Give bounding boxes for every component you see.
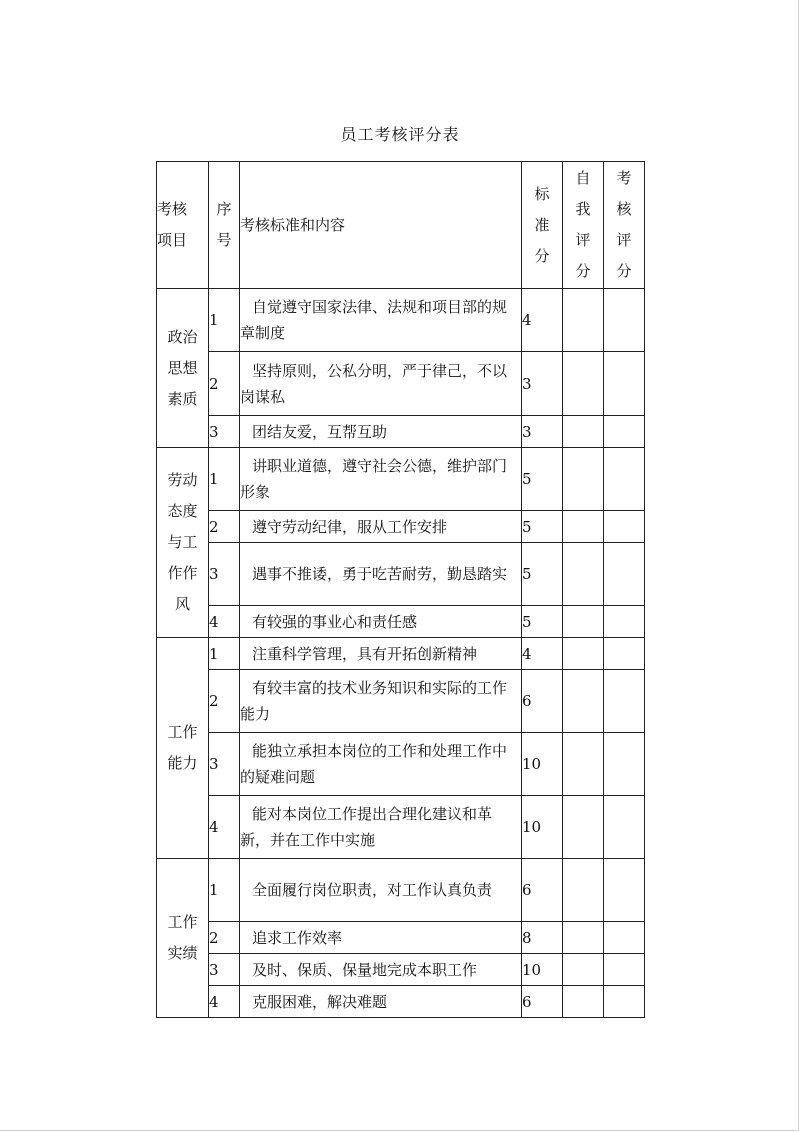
category-cell [157, 638, 209, 859]
standard-score-cell: 10 [522, 796, 563, 859]
self-score-cell[interactable] [563, 543, 604, 606]
table-row [157, 922, 645, 954]
table-row [157, 733, 645, 796]
criteria-cell: 团结友爱，互帮互助 [240, 416, 522, 448]
self-score-cell[interactable] [563, 733, 604, 796]
seq-cell: 2 [209, 670, 240, 733]
check-score-cell[interactable] [604, 796, 645, 859]
criteria-cell: 讲职业道德，遵守社会公德，维护部门形象 [240, 448, 522, 511]
standard-score-cell: 5 [522, 448, 563, 511]
table-row [157, 606, 645, 638]
standard-score-cell: 4 [522, 638, 563, 670]
criteria-cell: 自觉遵守国家法律、法规和项目部的规章制度 [240, 289, 522, 352]
check-score-cell[interactable] [604, 416, 645, 448]
check-score-cell[interactable] [604, 954, 645, 986]
category-label: 工作能力 [167, 723, 198, 772]
document-title: 员工考核评分表 [340, 125, 460, 144]
seq-cell: 4 [209, 986, 240, 1018]
seq-cell: 4 [209, 796, 240, 859]
table-row [157, 796, 645, 859]
table-row [157, 670, 645, 733]
self-score-cell[interactable] [563, 954, 604, 986]
seq-cell: 1 [209, 638, 240, 670]
criteria-cell: 遇事不推诿，勇于吃苦耐劳，勤恳踏实 [240, 543, 522, 606]
criteria-cell: 及时、保质、保量地完成本职工作 [240, 954, 522, 986]
self-score-cell[interactable] [563, 511, 604, 543]
table-row [157, 511, 645, 543]
table-row [157, 986, 645, 1018]
standard-score-cell: 10 [522, 954, 563, 986]
self-score-cell[interactable] [563, 416, 604, 448]
seq-cell: 2 [209, 922, 240, 954]
criteria-cell: 能独立承担本岗位的工作和处理工作中的疑难问题 [240, 733, 522, 796]
check-score-cell[interactable] [604, 986, 645, 1018]
category-label: 劳动态度与工作作风 [167, 471, 198, 613]
criteria-cell: 有较丰富的技术业务知识和实际的工作能力 [240, 670, 522, 733]
category-cell [157, 448, 209, 638]
table-row [157, 543, 645, 606]
standard-score-cell: 10 [522, 733, 563, 796]
header-seq [209, 162, 240, 289]
criteria-cell: 坚持原则，公私分明，严于律己，不以岗谋私 [240, 352, 522, 416]
check-score-cell[interactable] [604, 733, 645, 796]
standard-score-cell: 3 [522, 352, 563, 416]
standard-score-cell: 8 [522, 922, 563, 954]
seq-cell: 1 [209, 448, 240, 511]
check-score-cell[interactable] [604, 289, 645, 352]
seq-cell: 3 [209, 733, 240, 796]
table-row [157, 954, 645, 986]
criteria-cell: 注重科学管理，具有开拓创新精神 [240, 638, 522, 670]
check-score-cell[interactable] [604, 670, 645, 733]
check-score-cell[interactable] [604, 352, 645, 416]
standard-score-cell: 6 [522, 986, 563, 1018]
table-row [157, 416, 645, 448]
header-standard-label: 标准分 [534, 184, 550, 265]
standard-score-cell: 6 [522, 670, 563, 733]
criteria-cell: 克服困难，解决难题 [240, 986, 522, 1018]
header-self-label: 自我评分 [575, 169, 591, 280]
check-score-cell[interactable] [604, 511, 645, 543]
self-score-cell[interactable] [563, 796, 604, 859]
header-seq-label: 序号 [216, 200, 232, 249]
table-row [157, 289, 645, 352]
seq-cell: 4 [209, 606, 240, 638]
seq-cell: 1 [209, 289, 240, 352]
seq-cell: 2 [209, 511, 240, 543]
self-score-cell[interactable] [563, 859, 604, 922]
check-score-cell[interactable] [604, 606, 645, 638]
self-score-cell[interactable] [563, 922, 604, 954]
standard-score-cell: 3 [522, 416, 563, 448]
self-score-cell[interactable] [563, 289, 604, 352]
self-score-cell[interactable] [563, 638, 604, 670]
evaluation-table [156, 161, 645, 1018]
header-row [157, 162, 645, 289]
table-row [157, 448, 645, 511]
self-score-cell[interactable] [563, 448, 604, 511]
seq-cell: 1 [209, 859, 240, 922]
seq-cell: 3 [209, 543, 240, 606]
category-cell [157, 859, 209, 1018]
header-content: 考核标准和内容 [240, 162, 522, 289]
check-score-cell[interactable] [604, 448, 645, 511]
standard-score-cell: 5 [522, 606, 563, 638]
header-category [157, 162, 209, 289]
header-standard [522, 162, 563, 289]
header-self-score [563, 162, 604, 289]
criteria-cell: 追求工作效率 [240, 922, 522, 954]
category-cell [157, 289, 209, 448]
self-score-cell[interactable] [563, 670, 604, 733]
table-row [157, 638, 645, 670]
seq-cell: 2 [209, 352, 240, 416]
standard-score-cell: 5 [522, 543, 563, 606]
category-label: 工作实绩 [167, 913, 198, 962]
category-label: 政治思想素质 [167, 327, 198, 408]
seq-cell: 3 [209, 416, 240, 448]
seq-cell: 3 [209, 954, 240, 986]
self-score-cell[interactable] [563, 606, 604, 638]
header-check-score [604, 162, 645, 289]
self-score-cell[interactable] [563, 352, 604, 416]
check-score-cell[interactable] [604, 859, 645, 922]
criteria-cell: 全面履行岗位职责，对工作认真负责 [240, 859, 522, 922]
check-score-cell[interactable] [604, 922, 645, 954]
header-check-label: 考核评分 [616, 169, 632, 280]
table-row [157, 859, 645, 922]
criteria-cell: 有较强的事业心和责任感 [240, 606, 522, 638]
table-row [157, 352, 645, 416]
standard-score-cell: 5 [522, 511, 563, 543]
check-score-cell[interactable] [604, 638, 645, 670]
check-score-cell[interactable] [604, 543, 645, 606]
criteria-cell: 能对本岗位工作提出合理化建议和革新，并在工作中实施 [240, 796, 522, 859]
standard-score-cell: 6 [522, 859, 563, 922]
criteria-cell: 遵守劳动纪律，服从工作安排 [240, 511, 522, 543]
header-category-label: 考核项目 [157, 200, 188, 249]
standard-score-cell: 4 [522, 289, 563, 352]
self-score-cell[interactable] [563, 986, 604, 1018]
